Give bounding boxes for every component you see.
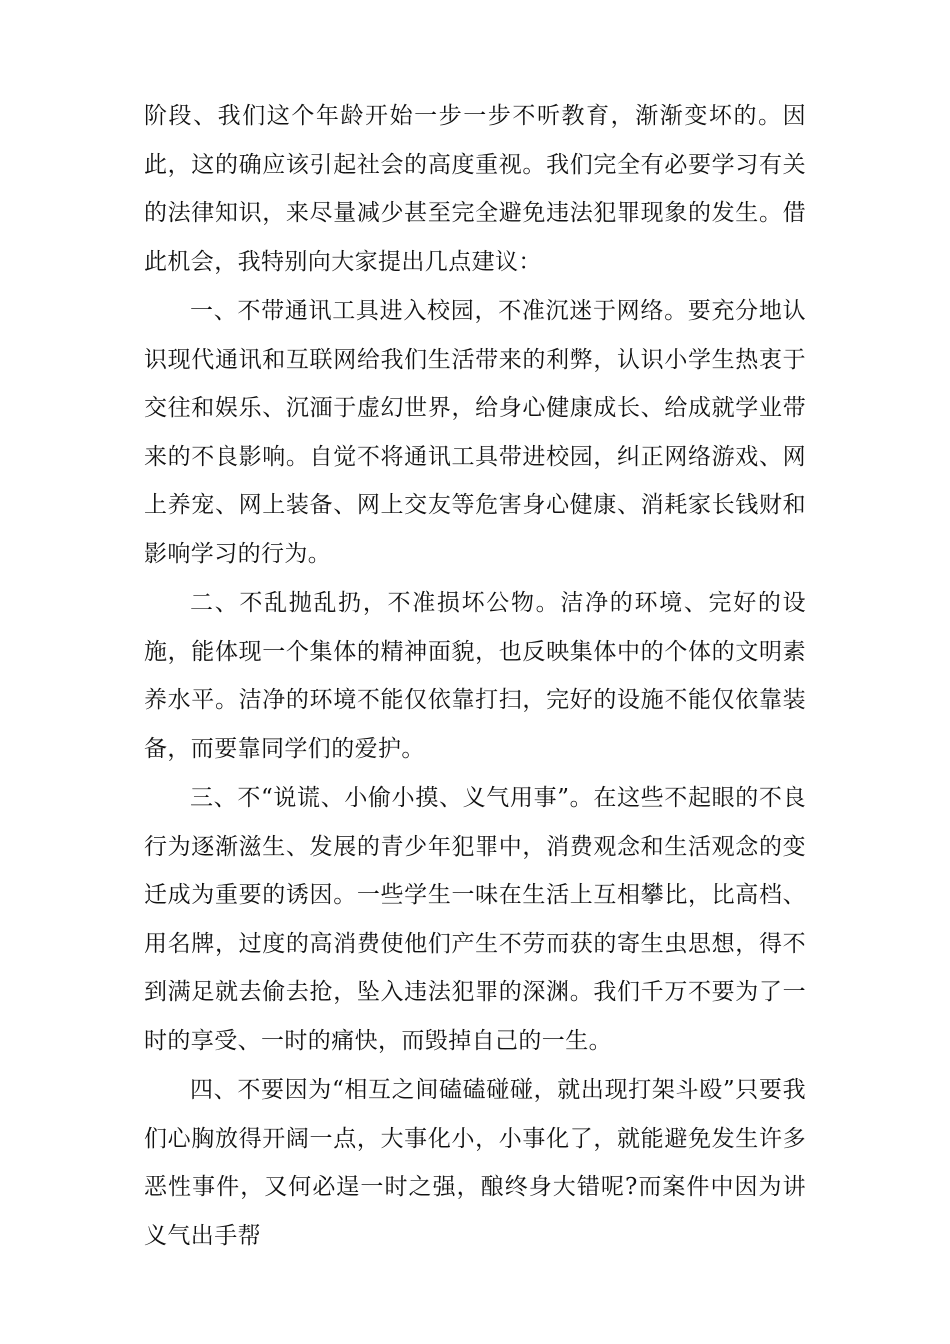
document-body [144,92,806,1260]
paragraph-suggestion-3: 三、不“说谎、小偷小摸、义气用事”。在这些不起眼的不良行为逐渐滋生、发展的青少年犯罪中，消费观念和生活观念的变迁成为重要的诱因。一些学生一味在生活上互相攀比，比高档、用名牌，过度的高消费使他们产生不劳而获的寄生虫思想，得不到满足就去偷去抢，坠入违法犯罪的深渊。我们千万不要为了一时的享受、一时的痛快，而毁掉自己的一生。 [144,785,806,1054]
paragraph-suggestion-2: 二、不乱抛乱扔，不准损坏公物。洁净的环境、完好的设施，能体现一个集体的精神面貌，也反映集体中的个体的文明素养水平。洁净的环境不能仅依靠打扫，完好的设施不能仅依靠装备，而要靠同学们的爱护。 [144,590,806,762]
paragraph-suggestion-1: 一、不带通讯工具进入校园，不准沉迷于网络。要充分地认识现代通讯和互联网给我们生活带来的利弊，认识小学生热衷于交往和娱乐、沉湎于虚幻世界，给身心健康成长、给成就学业带来的不良影响。自觉不将通讯工具带进校园，纠正网络游戏、网上养宠、网上装备、网上交友等危害身心健康、消耗家长钱财和影响学习的行为。 [144,298,806,567]
paragraph-suggestion-4: 四、不要因为“相互之间磕磕碰碰，就出现打架斗殴”只要我们心胸放得开阔一点，大事化小，小事化了，就能避免发生许多恶性事件，又何必逞一时之强，酿终身大错呢?而案件中因为讲义气出手帮 [144,1077,806,1249]
paragraph-intro: 阶段、我们这个年龄开始一步一步不听教育，渐渐变坏的。因此，这的确应该引起社会的高度重视。我们完全有必要学习有关的法律知识，来尽量减少甚至完全避免违法犯罪现象的发生。借此机会，我特别向大家提出几点建议： [144,103,806,275]
